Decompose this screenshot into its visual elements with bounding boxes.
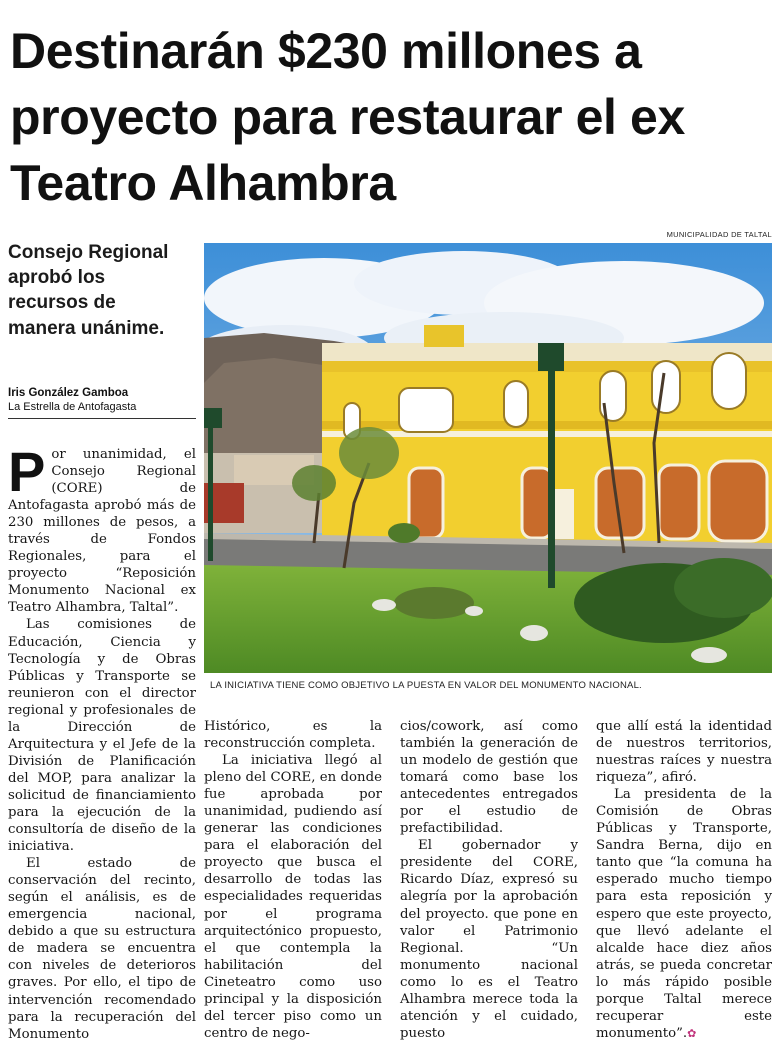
paragraph: El gobernador y presidente del CORE, Ricardo Díaz, expresó su alegría por la aprobación del proyecto. que pone en valor el Patrimonio Regional. “Un monumento nacional como lo es el Teatro Alhambra merece toda la atención y el cuidado, puesto — [400, 838, 578, 1041]
byline — [8, 386, 196, 419]
body-column-3 — [400, 718, 578, 1042]
theater-photo — [204, 243, 772, 673]
paragraph: que allí está la identidad de nuestros territorios, nuestras raíces y nuestra riqueza”, afiró. — [596, 719, 772, 786]
end-mark-icon: ✿ — [687, 1026, 697, 1040]
paragraph: Histórico, es la reconstrucción completa. — [204, 719, 382, 752]
author-name: Iris González Gamboa — [8, 387, 129, 399]
paragraph-text: La presidenta de la Comisión de Obras Públicas y Transporte, Sandra Berna, dijo en tanto que “la comuna ha esperado mucho tiempo para esta reposición y espero que este proyecto, que llevó adelante el alcalde hace diez años atrás, se pueda concretar lo más rápido posible porque Taltal merece recuperar este monumento”. — [596, 787, 772, 1041]
paragraph: cios/cowork, así como también la generación de un modelo de gestión que tomará como base los antecedentes entregados por el estudio de prefactibilidad. — [400, 719, 578, 837]
photo-credit: MUNICIPALIDAD DE TALTAL — [666, 230, 772, 239]
outlet-name: La Estrella de Antofagasta — [8, 401, 137, 413]
body-column-2 — [204, 718, 382, 1042]
body-column-1 — [8, 440, 196, 1043]
photo-caption: LA INICIATIVA TIENE COMO OBJETIVO LA PUESTA EN VALOR DEL MONUMENTO NACIONAL. — [210, 680, 642, 691]
paragraph: La iniciativa llegó al pleno del CORE, en donde fue aprobada por unanimidad, pudiendo así generar las condiciones para el elaboración del proyecto que busca el desarrollo de todas las especialidades requeridas por el programa arquitectónico propuesto, el que contempla la habilitación del Cineteatro como uso principal y la disposición del tercer piso como un centro de nego- — [204, 753, 382, 1041]
deck-subtitle: Consejo Regional aprobó los recursos de manera unánime. — [8, 242, 169, 339]
headline: Destinarán $230 millones a proyecto para restaurar el ex Teatro Alhambra — [10, 23, 685, 211]
paragraph: El estado de conservación del recinto, según el análisis, es de emergencia nacional, debido a que su estructura de madera se encuentra con niveles de deterioros graves. Por ello, el tipo de intervención recomendado para la recuperación del Monumento — [8, 856, 196, 1042]
paragraph — [596, 786, 772, 1042]
paragraph-text: or unanimidad, el Consejo Regional (CORE) de Antofagasta aprobó más de 230 millones de pesos, a través de Fondos Regionales, para el proyecto “Reposición Monumento Nacional ex Teatro Alhambra, Taltal”. — [8, 447, 196, 616]
paragraph: Las comisiones de Educación, Ciencia y Tecnología y de Obras Públicas y Transporte se reunieron con el director regional y profesionales de la Dirección de Arquitectura y el Jefe de la División de Planificación del MOP, para analizar la solicitud de financiamiento para la ejecución de la consultoría de diseño de la iniciativa. — [8, 617, 196, 855]
paragraph — [8, 440, 196, 616]
body-column-4 — [596, 718, 772, 1042]
drop-cap: P — [8, 440, 46, 503]
